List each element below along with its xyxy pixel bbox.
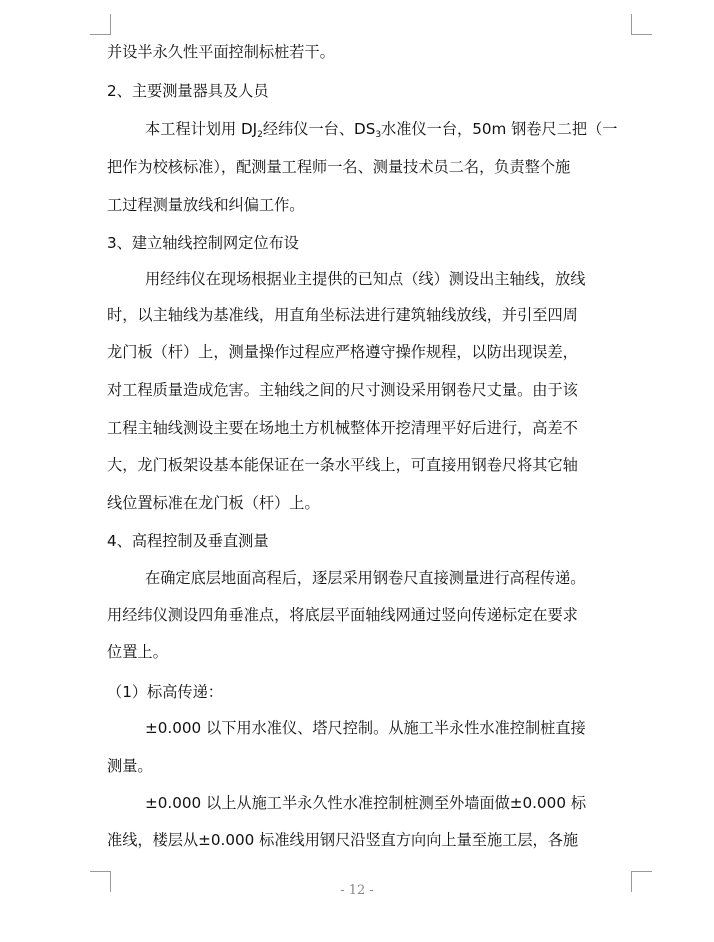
paragraph-line: 用经纬仪在现场根据业主提供的已知点（线）测设出主轴线，放线: [145, 270, 586, 288]
section-heading: 4、高程控制及垂直测量: [107, 532, 269, 550]
subsection-heading: （1）标高传递：: [107, 683, 223, 701]
paragraph-line: 在确定底层地面高程后，逐层采用钢卷尺直接测量进行高程传递。: [145, 569, 586, 587]
margin-corner-mark: [90, 14, 111, 35]
paragraph-line: 测量。: [107, 757, 153, 775]
paragraph-line: ±0.000 以下用水准仪、塔尺控制。从施工半永性水准控制桩直接: [145, 719, 586, 737]
margin-corner-mark: [631, 14, 652, 35]
paragraph-line: 本工程计划用 $DJ_2$经纬仪一台、$DS_3$水准仪一台，50m 钢卷尺二把（一: [145, 120, 618, 140]
paragraph-line: 龙门板（杆）上，测量操作过程应严格遵守操作规程，以防出现误差，: [107, 343, 578, 361]
paragraph-line: 对工程质量造成危害。主轴线之间的尺寸测设采用钢卷尺丈量。由于该: [107, 381, 578, 399]
paragraph-line: 用经纬仪测设四角垂准点，将底层平面轴线网通过竖向传递标定在要求: [107, 606, 578, 624]
paragraph-line: 线位置标准在龙门板（杆）上。: [107, 494, 320, 512]
paragraph-line: 把作为校核标准），配测量工程师一名、测量技术员二名，负责整个施: [107, 158, 571, 176]
page-number: - 12 -: [340, 883, 374, 898]
paragraph-line: ±0.000 以上从施工半永久性水准控制桩测至外墙面做±0.000 标: [145, 794, 587, 812]
paragraph-line: 并设半永久性平面控制标桩若干。: [107, 43, 335, 61]
section-heading: 3、建立轴线控制网定位布设: [107, 234, 299, 252]
paragraph-line: 工程主轴线测设主要在场地土方机械整体开挖清理平好后进行，高差不: [107, 419, 578, 437]
paragraph-line: 准线，楼层从±0.000 标准线用钢尺沿竖直方向向上量至施工层，各施: [107, 831, 579, 849]
paragraph-line: 时，以主轴线为基准线，用直角坐标法进行建筑轴线放线，并引至四周: [107, 306, 578, 324]
paragraph-line: 大，龙门板架设基本能保证在一条水平线上，可直接用钢卷尺将其它轴: [107, 456, 578, 474]
paragraph-line: 工过程测量放线和纠偏工作。: [107, 196, 305, 214]
paragraph-line: 位置上。: [107, 643, 168, 661]
section-heading: 2、主要测量器具及人员: [107, 82, 269, 100]
